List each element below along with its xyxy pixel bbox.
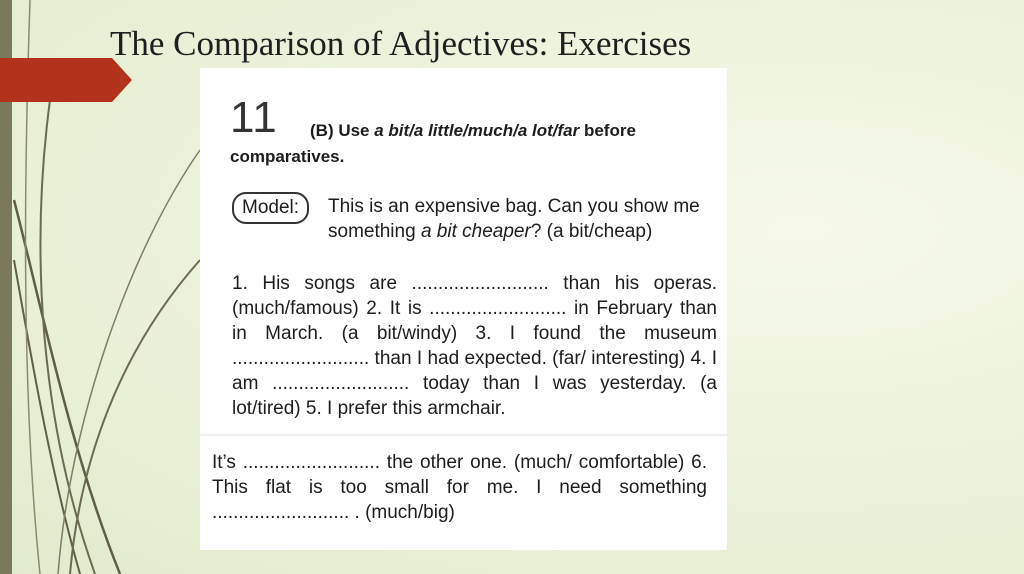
section-divider: [200, 434, 727, 436]
exercise-items-1: 1. His songs are .......................... than his operas. (much/famous) 2. It is .......................... in February than in March. (a bit/windy) 3. I found the museum .......................... than I had expected. (far/ interesting) 4. I am .......................... today than I was yesterday. (a lot/tired) 5. I prefer this armchair.: [232, 273, 717, 419]
model-text-italic: a bit cheaper: [420, 221, 531, 242]
instruction-italic: a bit/a little/much/a lot/far: [374, 121, 580, 140]
instruction-suffix: before comparatives.: [230, 121, 636, 166]
exercise-number: 11: [230, 93, 278, 142]
model-label: Model:: [232, 192, 309, 224]
model-text-2: ? (a bit/cheap): [530, 221, 653, 242]
model-text: [328, 194, 728, 244]
exercise-items-2: It’s .......................... the other one. (much/ comfortable) 6. This flat is too small for me. I need something .......................... . (much/big): [212, 452, 707, 523]
model-text-1: This is an expensive bag. Can you show me something: [328, 196, 700, 242]
instruction-prefix: (B) Use: [310, 121, 375, 140]
slide-title: The Comparison of Adjectives: Exercises: [110, 24, 692, 63]
exercise-instruction: [230, 118, 715, 170]
title-arrow-marker: [0, 58, 132, 102]
exercise-card: [200, 68, 727, 550]
